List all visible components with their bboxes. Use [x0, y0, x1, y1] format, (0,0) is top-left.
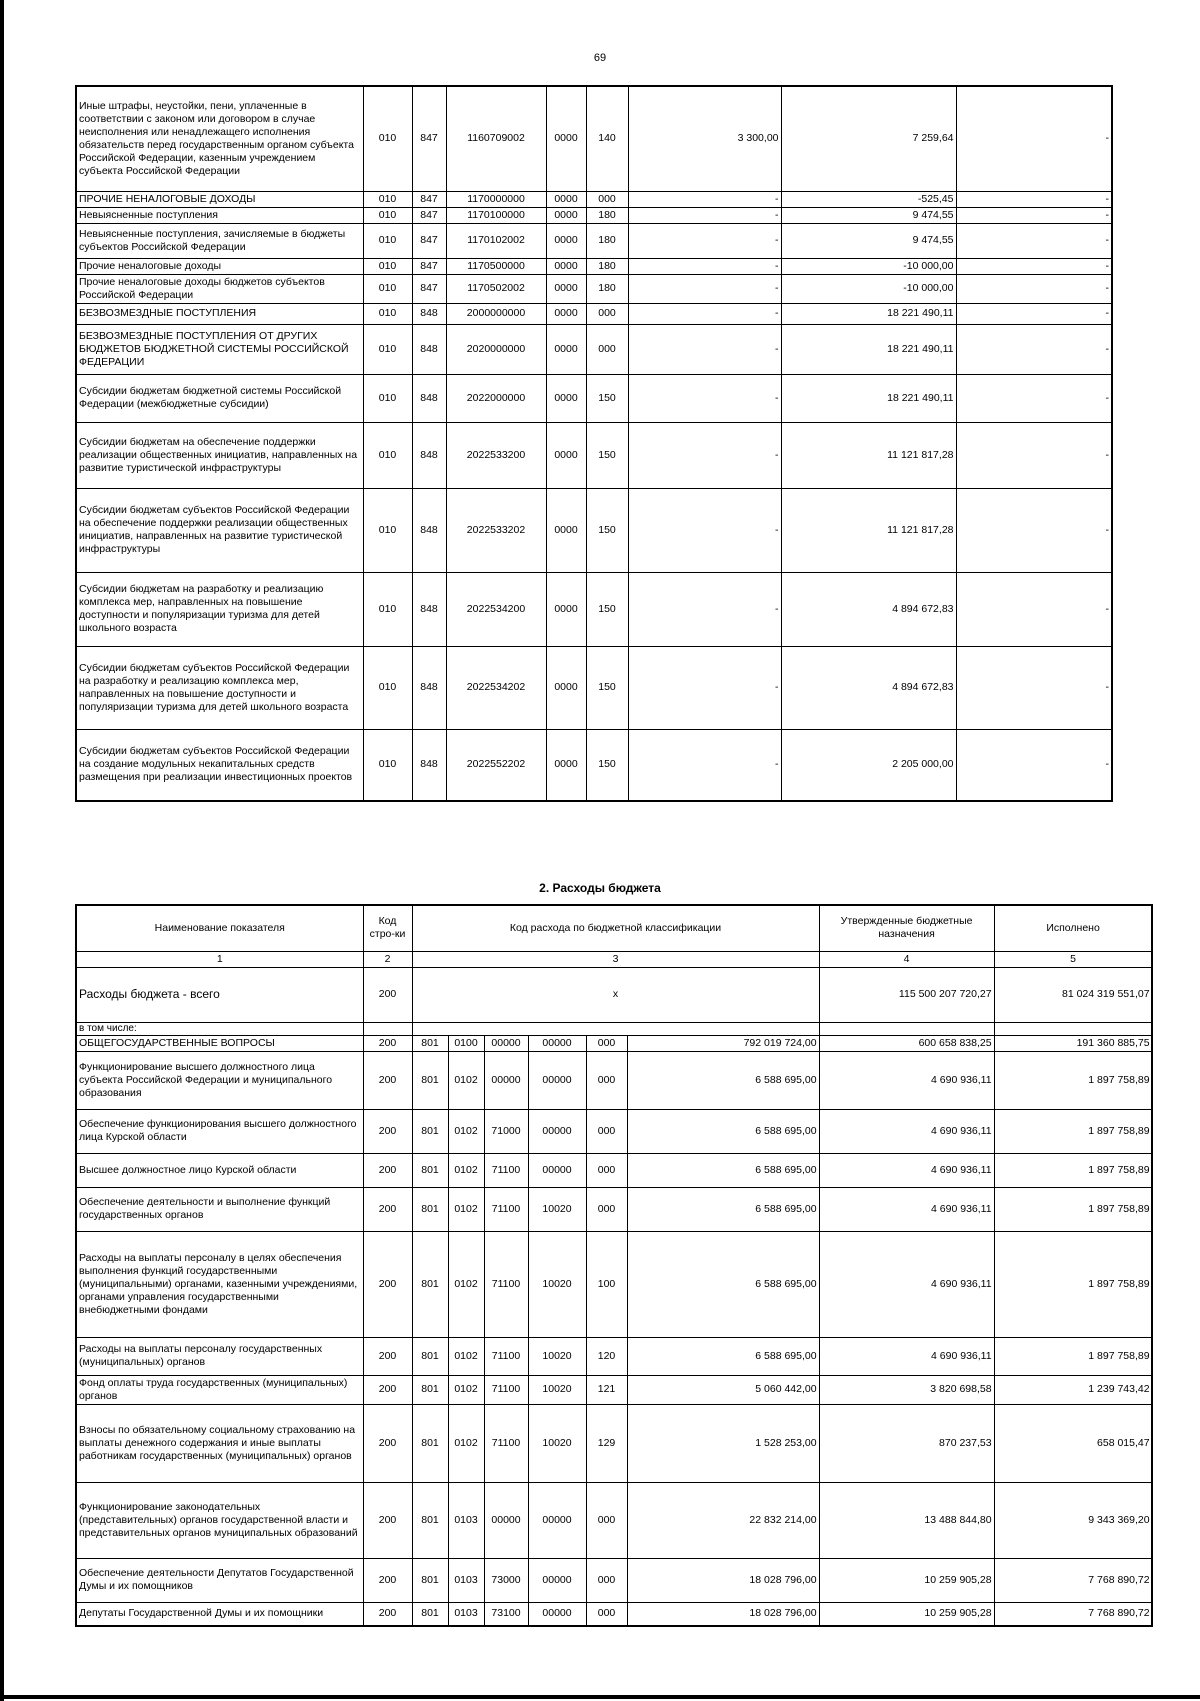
- income-cell-executed: 11 121 817,28: [781, 488, 956, 572]
- income-cell-line: 010: [363, 572, 412, 646]
- income-cell-unexecuted: -: [956, 274, 1112, 303]
- income-cell-unexecuted: -: [956, 86, 1112, 191]
- income-cell-c4: 140: [586, 86, 628, 191]
- expense-cell-c1: 801: [412, 1187, 448, 1231]
- income-cell-c1: 847: [412, 258, 446, 274]
- income-cell-c2: 2000000000: [446, 303, 546, 324]
- expense-cell-c5: 000: [586, 1035, 627, 1051]
- column-number: 2: [363, 951, 412, 967]
- including-label: в том числе:: [76, 1022, 363, 1035]
- expense-cell-unexecuted: 7 768 890,72: [994, 1602, 1152, 1626]
- income-cell-c2: 2022534200: [446, 572, 546, 646]
- expense-cell-line: 200: [363, 1231, 412, 1337]
- expense-cell-line: 200: [363, 1337, 412, 1375]
- expense-cell-c3: 71100: [484, 1231, 528, 1337]
- expense-cell-line: 200: [363, 1051, 412, 1109]
- expense-cell-c4: 00000: [528, 1558, 586, 1602]
- income-cell-executed: 18 221 490,11: [781, 303, 956, 324]
- table-row: [76, 374, 1112, 422]
- income-cell-line: 010: [363, 258, 412, 274]
- income-cell-unexecuted: -: [956, 258, 1112, 274]
- expense-cell-executed: 4 690 936,11: [819, 1187, 994, 1231]
- table-row: [76, 646, 1112, 729]
- income-cell-c2: 1160709002: [446, 86, 546, 191]
- expense-cell-c3: 71100: [484, 1153, 528, 1187]
- income-cell-c4: 150: [586, 422, 628, 488]
- income-cell-c4: 000: [586, 303, 628, 324]
- expense-cell-line: 200: [363, 1602, 412, 1626]
- total-code: x: [412, 967, 819, 1022]
- income-cell-executed: 4 894 672,83: [781, 646, 956, 729]
- table-row: [76, 488, 1112, 572]
- income-cell-c3: 0000: [546, 86, 586, 191]
- expense-cell-line: 200: [363, 1404, 412, 1482]
- expense-cell-name: Фонд оплаты труда государственных (муниципальных) органов: [76, 1375, 363, 1404]
- header-executed: Исполнено: [994, 905, 1152, 951]
- expense-cell-c2: 0102: [448, 1375, 484, 1404]
- table-row: [76, 1187, 1152, 1231]
- table-row: [76, 258, 1112, 274]
- expense-cell-executed: 4 690 936,11: [819, 1109, 994, 1153]
- expense-cell-c5: 000: [586, 1558, 627, 1602]
- expense-cell-c5: 000: [586, 1153, 627, 1187]
- expense-cell-executed: 600 658 838,25: [819, 1035, 994, 1051]
- expense-cell-approved: 6 588 695,00: [627, 1231, 819, 1337]
- income-cell-line: 010: [363, 374, 412, 422]
- expense-cell-c1: 801: [412, 1482, 448, 1558]
- income-cell-c2: 2022534202: [446, 646, 546, 729]
- income-cell-line: 010: [363, 646, 412, 729]
- income-cell-line: 010: [363, 324, 412, 374]
- total-row: [76, 967, 1152, 1022]
- column-number: 3: [412, 951, 819, 967]
- total-executed: 81 024 319 551,07: [994, 967, 1152, 1022]
- expense-cell-c5: 121: [586, 1375, 627, 1404]
- expense-cell-executed: 10 259 905,28: [819, 1558, 994, 1602]
- expense-cell-approved: 18 028 796,00: [627, 1558, 819, 1602]
- expense-cell-c2: 0102: [448, 1404, 484, 1482]
- expense-cell-c3: 71100: [484, 1375, 528, 1404]
- expense-cell-name: Обеспечение деятельности Депутатов Государственной Думы и их помощников: [76, 1558, 363, 1602]
- expense-cell-unexecuted: 7 768 890,72: [994, 1558, 1152, 1602]
- income-cell-executed: -525,45: [781, 191, 956, 207]
- expense-cell-c5: 100: [586, 1231, 627, 1337]
- table-row: [76, 1602, 1152, 1626]
- expense-cell-c3: 73100: [484, 1602, 528, 1626]
- expense-cell-c1: 801: [412, 1337, 448, 1375]
- expense-cell-c3: 00000: [484, 1051, 528, 1109]
- expense-cell-unexecuted: 191 360 885,75: [994, 1035, 1152, 1051]
- income-cell-line: 010: [363, 422, 412, 488]
- income-cell-c2: 2020000000: [446, 324, 546, 374]
- income-cell-name: Невыясненные поступления, зачисляемые в бюджеты субъектов Российской Федерации: [76, 223, 363, 258]
- income-cell-c1: 847: [412, 274, 446, 303]
- income-cell-unexecuted: -: [956, 572, 1112, 646]
- table-row: [76, 729, 1112, 801]
- section-title: 2. Расходы бюджета: [539, 881, 661, 895]
- income-cell-c3: 0000: [546, 572, 586, 646]
- income-cell-approved: -: [628, 572, 781, 646]
- table-row: [76, 1482, 1152, 1558]
- expense-cell-c2: 0100: [448, 1035, 484, 1051]
- income-cell-c3: 0000: [546, 646, 586, 729]
- expense-cell-unexecuted: 9 343 369,20: [994, 1482, 1152, 1558]
- income-cell-c2: 1170100000: [446, 207, 546, 223]
- expense-cell-unexecuted: 1 897 758,89: [994, 1109, 1152, 1153]
- income-cell-name: Иные штрафы, неустойки, пени, уплаченные в соответствии с законом или договором в случае неисполнения или ненадлежащего исполнения обязательств перед государственным органом субъекта Российской Федерации, казенным учреждением субъекта Российской Федерации: [76, 86, 363, 191]
- expense-cell-c4: 00000: [528, 1602, 586, 1626]
- income-cell-line: 010: [363, 274, 412, 303]
- expense-cell-approved: 6 588 695,00: [627, 1153, 819, 1187]
- expense-cell-c3: 00000: [484, 1482, 528, 1558]
- expense-cell-name: Расходы на выплаты персоналу в целях обеспечения выполнения функций государственными (муниципальными) органами, казенными учреждениями, органами управления государственными внебюджетными фондами: [76, 1231, 363, 1337]
- income-cell-c2: 1170102002: [446, 223, 546, 258]
- expense-cell-c2: 0102: [448, 1051, 484, 1109]
- income-cell-c3: 0000: [546, 274, 586, 303]
- income-cell-approved: 3 300,00: [628, 86, 781, 191]
- income-cell-c1: 848: [412, 488, 446, 572]
- income-cell-c3: 0000: [546, 488, 586, 572]
- income-cell-c3: 0000: [546, 207, 586, 223]
- expense-cell-c4: 10020: [528, 1231, 586, 1337]
- income-cell-c2: 2022552202: [446, 729, 546, 801]
- expense-cell-approved: 6 588 695,00: [627, 1337, 819, 1375]
- expense-cell-c2: 0102: [448, 1231, 484, 1337]
- expense-cell-c1: 801: [412, 1404, 448, 1482]
- table-row: [76, 1337, 1152, 1375]
- income-cell-c1: 847: [412, 207, 446, 223]
- income-cell-name: Субсидии бюджетам на разработку и реализацию комплекса мер, направленных на повышение доступности и популяризации туризма для детей школьного возраста: [76, 572, 363, 646]
- header-line-code: Код стро-ки: [363, 905, 412, 951]
- income-cell-approved: -: [628, 191, 781, 207]
- income-cell-c2: 1170500000: [446, 258, 546, 274]
- header-classification-code: Код расхода по бюджетной классификации: [412, 905, 819, 951]
- header-approved: Утвержденные бюджетные назначения: [819, 905, 994, 951]
- expense-cell-executed: 4 690 936,11: [819, 1231, 994, 1337]
- income-cell-executed: 18 221 490,11: [781, 374, 956, 422]
- expense-cell-c5: 120: [586, 1337, 627, 1375]
- income-cell-c2: 1170502002: [446, 274, 546, 303]
- income-cell-approved: -: [628, 223, 781, 258]
- expense-cell-c3: 71000: [484, 1109, 528, 1153]
- expense-cell-executed: 13 488 844,80: [819, 1482, 994, 1558]
- page-number: 69: [593, 52, 607, 64]
- expense-cell-c4: 00000: [528, 1482, 586, 1558]
- income-cell-c1: 848: [412, 729, 446, 801]
- income-cell-c4: 180: [586, 274, 628, 303]
- table-row: [76, 303, 1112, 324]
- income-cell-name: Прочие неналоговые доходы бюджетов субъектов Российской Федерации: [76, 274, 363, 303]
- expense-cell-approved: 1 528 253,00: [627, 1404, 819, 1482]
- expense-cell-approved: 18 028 796,00: [627, 1602, 819, 1626]
- income-cell-approved: -: [628, 258, 781, 274]
- income-cell-c1: 847: [412, 223, 446, 258]
- expense-cell-unexecuted: 1 239 743,42: [994, 1375, 1152, 1404]
- expense-cell-c4: 00000: [528, 1109, 586, 1153]
- table-row: [76, 1109, 1152, 1153]
- expense-cell-c1: 801: [412, 1035, 448, 1051]
- income-cell-c1: 848: [412, 646, 446, 729]
- income-cell-unexecuted: -: [956, 729, 1112, 801]
- income-cell-executed: 2 205 000,00: [781, 729, 956, 801]
- income-cell-line: 010: [363, 86, 412, 191]
- expense-cell-name: Функционирование высшего должностного лица субъекта Российской Федерации и муниципального образования: [76, 1051, 363, 1109]
- income-cell-approved: -: [628, 303, 781, 324]
- expense-cell-c3: 71100: [484, 1187, 528, 1231]
- expense-cell-c1: 801: [412, 1602, 448, 1626]
- expense-cell-c2: 0102: [448, 1187, 484, 1231]
- expense-cell-line: 200: [363, 1035, 412, 1051]
- expense-cell-c2: 0102: [448, 1153, 484, 1187]
- expense-cell-c2: 0103: [448, 1602, 484, 1626]
- expense-cell-executed: 870 237,53: [819, 1404, 994, 1482]
- income-cell-c1: 848: [412, 303, 446, 324]
- income-cell-c2: 1170000000: [446, 191, 546, 207]
- expense-cell-executed: 4 690 936,11: [819, 1337, 994, 1375]
- expense-cell-approved: 6 588 695,00: [627, 1109, 819, 1153]
- income-cell-c4: 150: [586, 572, 628, 646]
- income-cell-name: Невыясненные поступления: [76, 207, 363, 223]
- expense-cell-approved: 6 588 695,00: [627, 1051, 819, 1109]
- expense-cell-name: Расходы на выплаты персоналу государственных (муниципальных) органов: [76, 1337, 363, 1375]
- income-cell-c4: 180: [586, 207, 628, 223]
- expense-cell-name: Обеспечение функционирования высшего должностного лица Курской области: [76, 1109, 363, 1153]
- expense-cell-c1: 801: [412, 1051, 448, 1109]
- income-cell-c1: 848: [412, 374, 446, 422]
- expense-cell-c4: 10020: [528, 1187, 586, 1231]
- table-row: [76, 1153, 1152, 1187]
- expense-cell-approved: 22 832 214,00: [627, 1482, 819, 1558]
- income-cell-name: Субсидии бюджетам на обеспечение поддержки реализации общественных инициатив, направленных на развитие туристической инфраструктуры: [76, 422, 363, 488]
- income-cell-c3: 0000: [546, 324, 586, 374]
- income-cell-c4: 180: [586, 258, 628, 274]
- income-cell-c3: 0000: [546, 191, 586, 207]
- expense-cell-c4: 10020: [528, 1404, 586, 1482]
- income-cell-approved: -: [628, 374, 781, 422]
- expense-cell-name: Высшее должностное лицо Курской области: [76, 1153, 363, 1187]
- expense-header-row: [76, 905, 1152, 951]
- income-cell-unexecuted: -: [956, 223, 1112, 258]
- expense-column-numbers-row: [76, 951, 1152, 967]
- expense-cell-c5: 000: [586, 1602, 627, 1626]
- expense-cell-c2: 0102: [448, 1109, 484, 1153]
- income-cell-c1: 848: [412, 422, 446, 488]
- expense-cell-approved: 6 588 695,00: [627, 1187, 819, 1231]
- expense-cell-c1: 801: [412, 1109, 448, 1153]
- expense-cell-name: Функционирование законодательных (представительных) органов государственной власти и представительных органов муниципальных образований: [76, 1482, 363, 1558]
- expense-cell-executed: 3 820 698,58: [819, 1375, 994, 1404]
- expense-cell-c2: 0103: [448, 1482, 484, 1558]
- income-cell-name: БЕЗВОЗМЕЗДНЫЕ ПОСТУПЛЕНИЯ ОТ ДРУГИХ БЮДЖЕТОВ БЮДЖЕТНОЙ СИСТЕМЫ РОССИЙСКОЙ ФЕДЕРАЦИИ: [76, 324, 363, 374]
- income-cell-c4: 150: [586, 729, 628, 801]
- income-cell-c3: 0000: [546, 258, 586, 274]
- income-cell-name: Прочие неналоговые доходы: [76, 258, 363, 274]
- table-row: [76, 274, 1112, 303]
- expense-cell-approved: 5 060 442,00: [627, 1375, 819, 1404]
- total-line: 200: [363, 967, 412, 1022]
- income-cell-c2: 2022000000: [446, 374, 546, 422]
- expense-cell-c1: 801: [412, 1231, 448, 1337]
- income-cell-c2: 2022533200: [446, 422, 546, 488]
- income-cell-c4: 150: [586, 488, 628, 572]
- income-cell-name: ПРОЧИЕ НЕНАЛОГОВЫЕ ДОХОДЫ: [76, 191, 363, 207]
- income-cell-c3: 0000: [546, 374, 586, 422]
- income-cell-c4: 000: [586, 191, 628, 207]
- income-cell-executed: 11 121 817,28: [781, 422, 956, 488]
- expense-cell-c5: 129: [586, 1404, 627, 1482]
- header-name: Наименование показателя: [76, 905, 363, 951]
- column-number: 1: [76, 951, 363, 967]
- income-cell-c4: 150: [586, 374, 628, 422]
- total-name: Расходы бюджета - всего: [76, 967, 363, 1022]
- table-row: [76, 1558, 1152, 1602]
- total-approved: 115 500 207 720,27: [819, 967, 994, 1022]
- income-cell-c1: 847: [412, 86, 446, 191]
- income-cell-c3: 0000: [546, 223, 586, 258]
- left-border-line: [0, 0, 4, 1701]
- income-cell-c1: 848: [412, 324, 446, 374]
- expense-cell-c5: 000: [586, 1482, 627, 1558]
- expense-cell-line: 200: [363, 1482, 412, 1558]
- expense-cell-c3: 71100: [484, 1337, 528, 1375]
- expense-cell-c4: 00000: [528, 1153, 586, 1187]
- expense-cell-c4: 00000: [528, 1035, 586, 1051]
- income-cell-c3: 0000: [546, 422, 586, 488]
- income-cell-line: 010: [363, 729, 412, 801]
- income-cell-executed: 9 474,55: [781, 223, 956, 258]
- table-row: [76, 1231, 1152, 1337]
- expense-cell-unexecuted: 1 897 758,89: [994, 1051, 1152, 1109]
- income-cell-c3: 0000: [546, 303, 586, 324]
- expense-cell-unexecuted: 658 015,47: [994, 1404, 1152, 1482]
- expense-cell-line: 200: [363, 1375, 412, 1404]
- income-cell-executed: 18 221 490,11: [781, 324, 956, 374]
- income-cell-approved: -: [628, 488, 781, 572]
- expense-table: [75, 904, 1153, 1627]
- expense-cell-c2: 0103: [448, 1558, 484, 1602]
- expense-cell-c3: 73000: [484, 1558, 528, 1602]
- table-row: [76, 223, 1112, 258]
- income-cell-unexecuted: -: [956, 422, 1112, 488]
- expense-cell-c1: 801: [412, 1153, 448, 1187]
- table-row: [76, 324, 1112, 374]
- income-cell-approved: -: [628, 646, 781, 729]
- expense-cell-unexecuted: 1 897 758,89: [994, 1153, 1152, 1187]
- expense-cell-approved: 792 019 724,00: [627, 1035, 819, 1051]
- column-number: 4: [819, 951, 994, 967]
- table-row: [76, 1035, 1152, 1051]
- expense-cell-c2: 0102: [448, 1337, 484, 1375]
- income-cell-c1: 848: [412, 572, 446, 646]
- expense-cell-c5: 000: [586, 1187, 627, 1231]
- expense-cell-c3: 71100: [484, 1404, 528, 1482]
- income-cell-unexecuted: -: [956, 374, 1112, 422]
- income-cell-line: 010: [363, 223, 412, 258]
- income-cell-name: Субсидии бюджетам субъектов Российской Федерации на создание модульных некапитальных средств размещения при реализации инвестиционных проектов: [76, 729, 363, 801]
- income-cell-unexecuted: -: [956, 488, 1112, 572]
- income-cell-name: Субсидии бюджетам бюджетной системы Российской Федерации (межбюджетные субсидии): [76, 374, 363, 422]
- expense-cell-line: 200: [363, 1153, 412, 1187]
- bottom-border-line: [0, 1695, 1200, 1699]
- income-cell-name: Субсидии бюджетам субъектов Российской Федерации на разработку и реализацию комплекса мер, направленных на повышение доступности и популяризации туризма для детей школьного возраста: [76, 646, 363, 729]
- income-cell-executed: 9 474,55: [781, 207, 956, 223]
- income-cell-c4: 000: [586, 324, 628, 374]
- income-cell-name: Субсидии бюджетам субъектов Российской Федерации на обеспечение поддержки реализации общественных инициатив, направленных на развитие туристической инфраструктуры: [76, 488, 363, 572]
- table-row: [76, 207, 1112, 223]
- income-cell-executed: 7 259,64: [781, 86, 956, 191]
- income-cell-unexecuted: -: [956, 191, 1112, 207]
- expense-cell-line: 200: [363, 1109, 412, 1153]
- column-number: 5: [994, 951, 1152, 967]
- income-cell-executed: 4 894 672,83: [781, 572, 956, 646]
- expense-cell-unexecuted: 1 897 758,89: [994, 1231, 1152, 1337]
- income-cell-approved: -: [628, 422, 781, 488]
- expense-cell-line: 200: [363, 1558, 412, 1602]
- income-cell-approved: -: [628, 324, 781, 374]
- income-cell-unexecuted: -: [956, 207, 1112, 223]
- table-row: [76, 1375, 1152, 1404]
- income-cell-executed: -10 000,00: [781, 274, 956, 303]
- expense-cell-c3: 00000: [484, 1035, 528, 1051]
- income-cell-name: БЕЗВОЗМЕЗДНЫЕ ПОСТУПЛЕНИЯ: [76, 303, 363, 324]
- table-row: [76, 572, 1112, 646]
- expense-cell-name: ОБЩЕГОСУДАРСТВЕННЫЕ ВОПРОСЫ: [76, 1035, 363, 1051]
- expense-cell-name: Обеспечение деятельности и выполнение функций государственных органов: [76, 1187, 363, 1231]
- table-row: [76, 422, 1112, 488]
- income-cell-unexecuted: -: [956, 324, 1112, 374]
- income-cell-line: 010: [363, 191, 412, 207]
- expense-cell-c4: 10020: [528, 1337, 586, 1375]
- expense-cell-executed: 10 259 905,28: [819, 1602, 994, 1626]
- income-cell-c4: 180: [586, 223, 628, 258]
- income-cell-approved: -: [628, 274, 781, 303]
- income-cell-c2: 2022533202: [446, 488, 546, 572]
- expense-cell-name: Депутаты Государственной Думы и их помощники: [76, 1602, 363, 1626]
- income-cell-line: 010: [363, 488, 412, 572]
- income-table: [75, 85, 1113, 802]
- income-cell-approved: -: [628, 207, 781, 223]
- table-row: [76, 1404, 1152, 1482]
- including-row: [76, 1022, 1152, 1035]
- income-cell-unexecuted: -: [956, 303, 1112, 324]
- income-cell-c4: 150: [586, 646, 628, 729]
- expense-cell-c5: 000: [586, 1109, 627, 1153]
- expense-cell-c5: 000: [586, 1051, 627, 1109]
- income-cell-line: 010: [363, 207, 412, 223]
- expense-cell-c1: 801: [412, 1558, 448, 1602]
- income-cell-unexecuted: -: [956, 646, 1112, 729]
- expense-cell-line: 200: [363, 1187, 412, 1231]
- table-row: [76, 1051, 1152, 1109]
- expense-cell-name: Взносы по обязательному социальному страхованию на выплаты денежного содержания и иные выплаты работникам государственных (муниципальных) органов: [76, 1404, 363, 1482]
- income-cell-approved: -: [628, 729, 781, 801]
- income-cell-executed: -10 000,00: [781, 258, 956, 274]
- income-cell-c1: 847: [412, 191, 446, 207]
- expense-cell-c4: 10020: [528, 1375, 586, 1404]
- expense-cell-c4: 00000: [528, 1051, 586, 1109]
- expense-cell-unexecuted: 1 897 758,89: [994, 1187, 1152, 1231]
- income-cell-line: 010: [363, 303, 412, 324]
- table-row: [76, 86, 1112, 191]
- expense-cell-unexecuted: 1 897 758,89: [994, 1337, 1152, 1375]
- expense-cell-executed: 4 690 936,11: [819, 1153, 994, 1187]
- income-cell-c3: 0000: [546, 729, 586, 801]
- table-row: [76, 191, 1112, 207]
- expense-cell-executed: 4 690 936,11: [819, 1051, 994, 1109]
- expense-cell-c1: 801: [412, 1375, 448, 1404]
